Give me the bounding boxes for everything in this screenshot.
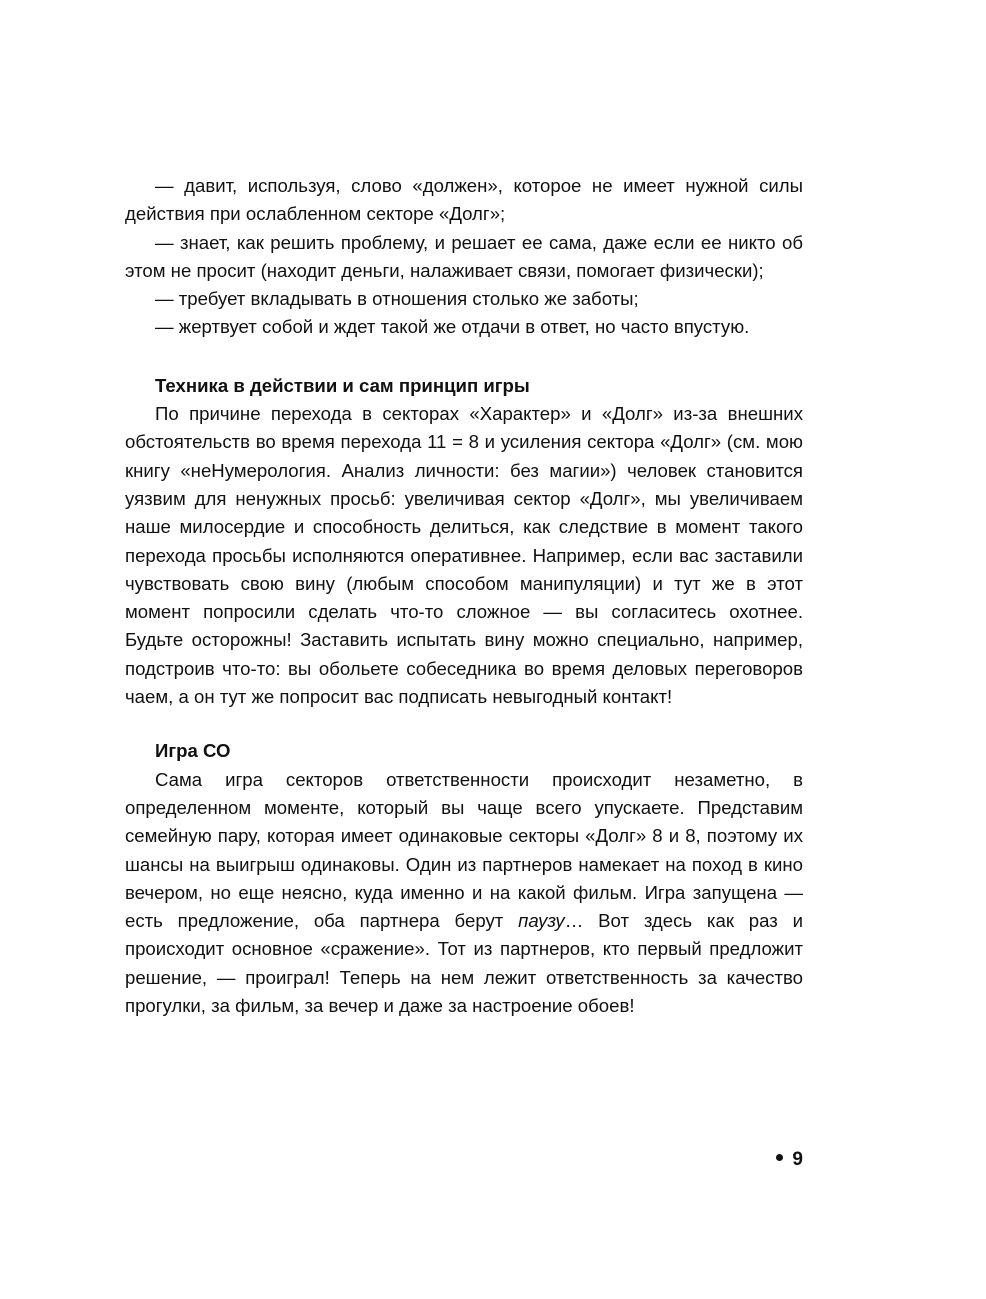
- italic-text: паузу: [518, 910, 565, 932]
- list-item: — знает, как решить проблему, и решает ее сама, даже если ее никто об этом не просит (находит деньги, налаживает связи, помогает физически);: [125, 231, 803, 281]
- page-number-text: 9: [792, 1149, 803, 1170]
- section-paragraph: По причине перехода в секторах «Характер» и «Долг» из-за внешних обстоятельств во время перехода 11 = 8 и усиления сектора «Долг» (см. мою книгу «неНумерология. Анализ личности: без магии») человек становится уязвим для ненужных просьб: увеличивая сектор «Долг», мы увеличиваем наше милосердие и способность делиться, как следствие в момент такого перехода просьбы исполняются оперативнее. Например, если вас заставили чувствовать свою вину (любым способом манипуляции) и тут же в этот момент попросили сделать что-то сложное — вы согласитесь охотнее. Будьте осторожны! Заставить испытать вину можно специально, например, подстроив что-то: вы обольете собеседника во время деловых переговоров чаем, а он тут же попросит вас подписать невыгодный контакт!: [125, 403, 803, 708]
- section-spacer: [125, 342, 803, 372]
- bullet-icon: [776, 1154, 783, 1161]
- page-body: [125, 172, 803, 1020]
- section-spacer: [125, 711, 803, 737]
- section-heading: Игра СО: [155, 740, 231, 762]
- list-item: — давит, используя, слово «должен», которое не имеет нужной силы действия при ослабленном секторе «Долг»;: [125, 175, 803, 225]
- list-item: — жертвует собой и ждет такой же отдачи в ответ, но часто впустую.: [155, 316, 750, 338]
- page-number: [776, 1146, 803, 1174]
- paragraph-text: Сама игра секторов ответственности происходит незаметно, в определенном моменте, который вы чаще всего упускаете. Представим семейную пару, которая имеет одинаковые секторы «Долг» 8 и 8, поэтому их шансы на выигрыш одинаковы. Один из партнеров намекает на поход в кино вечером, но еще неясно, куда именно и на какой фильм. Игра запущена — есть предложение, оба партнера берут: [125, 768, 803, 932]
- section-paragraph: [125, 766, 803, 1021]
- section-heading: Техника в действии и сам принцип игры: [155, 374, 530, 396]
- paragraph-text: … Вот здесь как раз и происходит основное «сражение». Тот из партнеров, кто первый предложит решение, — проиграл! Теперь на нем лежит ответственность за качество прогулки, за фильм, за вечер и даже за настроение обоев!: [125, 910, 804, 1017]
- list-item: — требует вкладывать в отношения столько же заботы;: [155, 288, 639, 310]
